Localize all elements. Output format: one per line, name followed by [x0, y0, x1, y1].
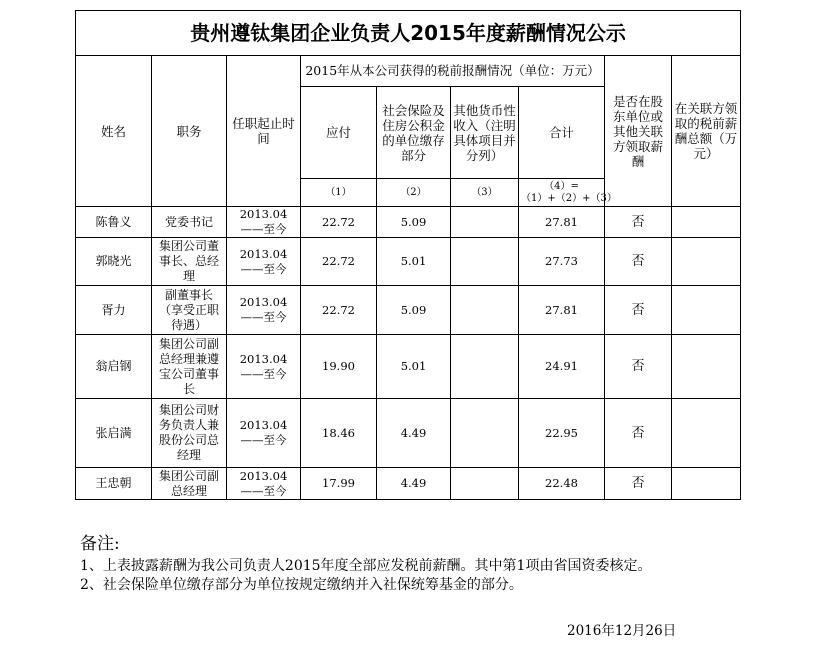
cell-payable: 22.72: [301, 238, 377, 286]
table-row: [76, 468, 741, 500]
salary-table: [75, 10, 741, 500]
cell-term: 2013.04——至今: [227, 286, 301, 335]
header-social: 社会保险及住房公积金的单位缴存部分: [377, 87, 451, 179]
header-group: 2015年从本公司获得的税前报酬情况（单位：万元）: [301, 56, 605, 87]
publish-date: 2016年12月26日: [567, 623, 677, 639]
cell-related-amount: [672, 238, 741, 286]
cell-other: [451, 238, 519, 286]
cell-related: 否: [605, 335, 672, 399]
cell-related-amount: [672, 468, 741, 500]
cell-position: 副董事长（享受正职待遇）: [152, 286, 227, 335]
table-title: 贵州遵钛集团企业负责人2015年度薪酬情况公示: [76, 11, 741, 56]
cell-other: [451, 399, 519, 468]
header-col1: （1）: [301, 179, 377, 207]
cell-social: 4.49: [377, 399, 451, 468]
cell-total: 22.95: [519, 399, 605, 468]
header-term: 任职起止时间: [227, 56, 301, 207]
cell-related-amount: [672, 399, 741, 468]
header-position: 职务: [152, 56, 227, 207]
cell-related: 否: [605, 238, 672, 286]
cell-related: 否: [605, 468, 672, 500]
cell-related: 否: [605, 286, 672, 335]
cell-payable: 17.99: [301, 468, 377, 500]
cell-position: 集团公司财务负责人兼股份公司总经理: [152, 399, 227, 468]
cell-name: 胥力: [76, 286, 152, 335]
header-name: 姓名: [76, 56, 152, 207]
cell-payable: 22.72: [301, 207, 377, 238]
table-row: [76, 238, 741, 286]
cell-social: 4.49: [377, 468, 451, 500]
header-payable: 应付: [301, 87, 377, 179]
header-col3: （3）: [451, 179, 519, 207]
header-col4: （4）=（1）+（2）+（3）: [519, 179, 605, 207]
cell-total: 27.73: [519, 238, 605, 286]
cell-total: 27.81: [519, 286, 605, 335]
header-related: 是否在股东单位或其他关联方领取薪酬: [605, 56, 672, 207]
cell-social: 5.09: [377, 207, 451, 238]
cell-name: 王忠朝: [76, 468, 152, 500]
cell-name: 郭晓光: [76, 238, 152, 286]
header-other: 其他货币性收入（注明具体项目并分列）: [451, 87, 519, 179]
header-related-amount: 在关联方领取的税前薪酬总额（万元）: [672, 56, 741, 207]
cell-total: 24.91: [519, 335, 605, 399]
cell-position: 集团公司副总经理: [152, 468, 227, 500]
header-total: 合计: [519, 87, 605, 179]
cell-other: [451, 286, 519, 335]
cell-name: 翁启钢: [76, 335, 152, 399]
table-row: [76, 207, 741, 238]
cell-social: 5.09: [377, 286, 451, 335]
cell-position: 党委书记: [152, 207, 227, 238]
note-line-2: 2、社会保险单位缴存部分为单位按规定缴纳并入社保统筹基金的部分。: [80, 577, 523, 593]
cell-name: 陈鲁义: [76, 207, 152, 238]
table-row: [76, 286, 741, 335]
cell-total: 22.48: [519, 468, 605, 500]
cell-term: 2013.04——至今: [227, 468, 301, 500]
cell-term: 2013.04——至今: [227, 207, 301, 238]
header-col2: （2）: [377, 179, 451, 207]
cell-payable: 19.90: [301, 335, 377, 399]
cell-term: 2013.04——至今: [227, 399, 301, 468]
cell-social: 5.01: [377, 238, 451, 286]
cell-related-amount: [672, 335, 741, 399]
note-line-1: 1、上表披露薪酬为我公司负责人2015年度全部应发税前薪酬。其中第1项由省国资委核定。: [80, 558, 652, 574]
cell-related: 否: [605, 207, 672, 238]
cell-related: 否: [605, 399, 672, 468]
table-row: [76, 399, 741, 468]
cell-related-amount: [672, 286, 741, 335]
cell-social: 5.01: [377, 335, 451, 399]
cell-term: 2013.04——至今: [227, 335, 301, 399]
table-row: [76, 335, 741, 399]
cell-term: 2013.04——至今: [227, 238, 301, 286]
cell-payable: 22.72: [301, 286, 377, 335]
cell-related-amount: [672, 207, 741, 238]
cell-position: 集团公司董事长、总经理: [152, 238, 227, 286]
cell-payable: 18.46: [301, 399, 377, 468]
cell-name: 张启满: [76, 399, 152, 468]
cell-other: [451, 468, 519, 500]
cell-position: 集团公司副总经理兼遵宝公司董事长: [152, 335, 227, 399]
cell-other: [451, 207, 519, 238]
notes: [80, 533, 651, 595]
cell-other: [451, 335, 519, 399]
cell-total: 27.81: [519, 207, 605, 238]
notes-heading: 备注:: [80, 534, 120, 554]
